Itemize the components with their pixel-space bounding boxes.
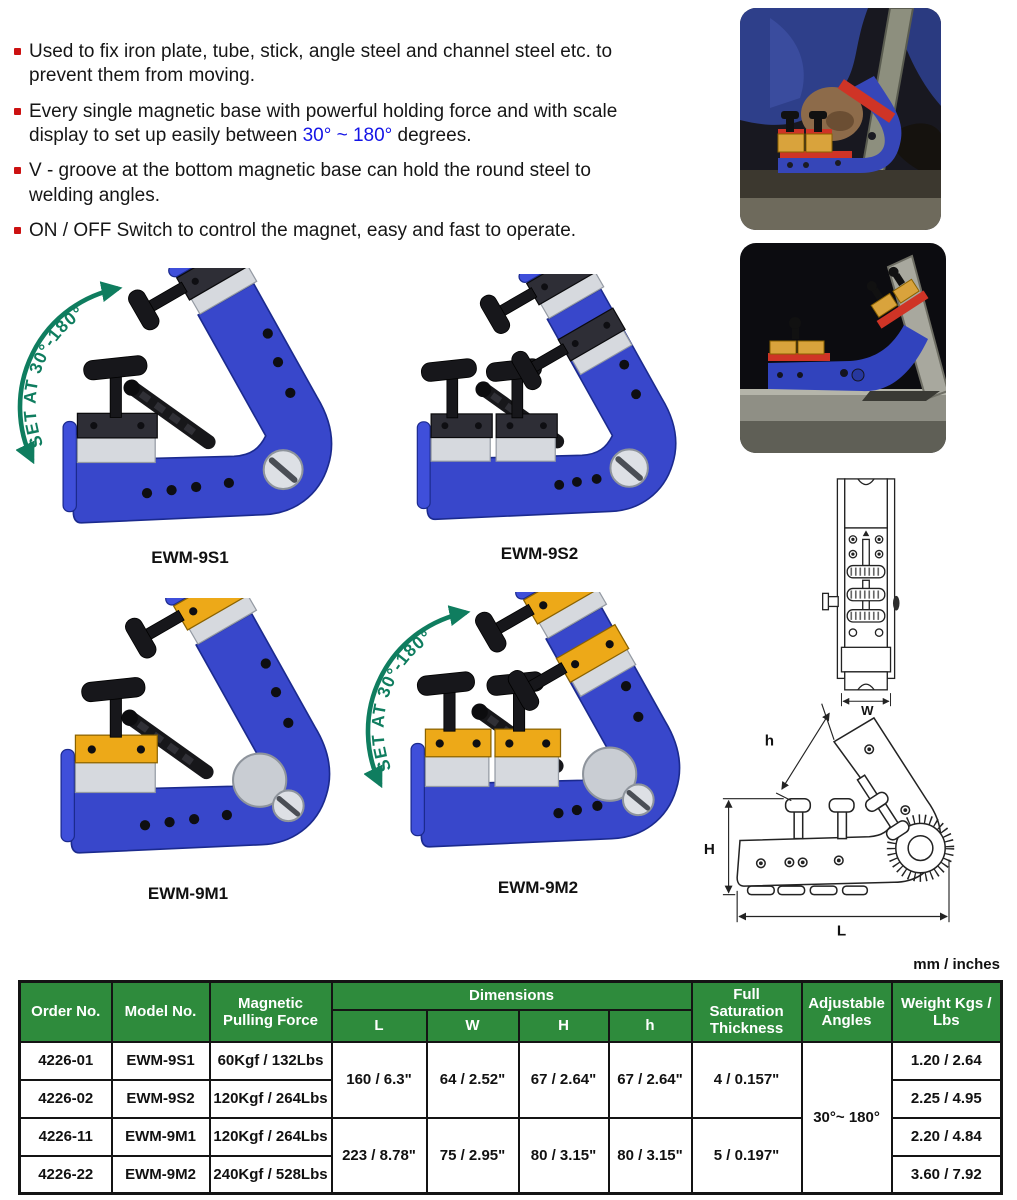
application-photo-clamp-in-use — [740, 8, 941, 230]
dim-w-cell: 75 / 2.95" — [427, 1118, 519, 1194]
weight-cell: 2.25 / 4.95 — [892, 1080, 1002, 1118]
header-dim-h-lower: h — [609, 1010, 692, 1042]
force-cell: 60Kgf / 132Lbs — [210, 1042, 332, 1080]
product-block-ewm-9s2 — [372, 274, 707, 564]
order-cell: 4226-01 — [20, 1042, 112, 1080]
feature-text — [29, 100, 677, 149]
photo-illustration — [740, 243, 946, 453]
header-dim-h-upper: H — [519, 1010, 609, 1042]
bullet-icon — [14, 108, 21, 115]
side-view-diagram — [702, 684, 1006, 940]
dim-h-upper-cell: 67 / 2.64" — [519, 1042, 609, 1118]
product-illustration-ewm-9s2 — [372, 274, 707, 542]
model-cell: EWM-9M1 — [112, 1118, 210, 1156]
feature-text-part: Every single magnetic base with powerful holding force and with scale display to set up easily between — [29, 100, 618, 146]
product-model-label: EWM-9S2 — [500, 544, 579, 563]
dimension-label-h-upper: H — [703, 840, 715, 858]
set-angle-arrow-label: SET AT 30°-180° — [19, 301, 88, 451]
dimension-label-l: L — [836, 922, 847, 940]
header-order-no: Order No. — [20, 982, 112, 1042]
force-cell: 240Kgf / 528Lbs — [210, 1156, 332, 1194]
thickness-cell: 5 / 0.197" — [692, 1118, 802, 1194]
front-view-drawing — [820, 474, 912, 716]
clamp-body — [427, 289, 676, 520]
product-model-label: EWM-9S1 — [151, 548, 229, 568]
feature-angle-range: 30° ~ 180° — [302, 124, 393, 146]
feature-list — [14, 40, 686, 254]
photo-illustration — [740, 8, 941, 230]
unit-note: mm / inches — [913, 956, 1000, 973]
header-weight: Weight Kgs / Lbs — [892, 982, 1002, 1042]
weight-cell: 2.20 / 4.84 — [892, 1118, 1002, 1156]
feature-item — [14, 159, 686, 208]
force-cell: 120Kgf / 264Lbs — [210, 1118, 332, 1156]
product-illustration-ewm-9m1 — [14, 598, 362, 876]
dimension-label-w: W — [861, 703, 874, 716]
product-block-ewm-9m1 — [14, 598, 362, 904]
header-row — [20, 982, 1002, 1010]
front-view-diagram — [820, 474, 912, 714]
order-cell: 4226-11 — [20, 1118, 112, 1156]
feature-text: Used to fix iron plate, tube, stick, angle steel and channel steel etc. to prevent them from moving. — [29, 41, 613, 87]
feature-item — [14, 219, 686, 243]
table-row — [20, 1042, 1002, 1080]
clamp-body — [421, 607, 679, 846]
dim-h-upper-cell: 80 / 3.15" — [519, 1118, 609, 1194]
product-model-label: EWM-9M1 — [147, 884, 229, 904]
angles-cell: 30°~ 180° — [802, 1042, 892, 1194]
order-cell: 4226-22 — [20, 1156, 112, 1194]
feature-text-part: degrees. — [392, 124, 472, 146]
header-dim-l: L — [332, 1010, 427, 1042]
application-photo-angle-setup — [740, 243, 946, 453]
feature-item — [14, 100, 686, 149]
header-dim-w: W — [427, 1010, 519, 1042]
header-pulling-force: Magnetic Pulling Force — [210, 982, 332, 1042]
model-cell: EWM-9S2 — [112, 1080, 210, 1118]
dim-l-cell: 160 / 6.3" — [332, 1042, 427, 1118]
weight-cell: 3.60 / 7.92 — [892, 1156, 1002, 1194]
feature-text: ON / OFF Switch to control the magnet, easy and fast to operate. — [29, 219, 577, 241]
dim-w-cell: 64 / 2.52" — [427, 1042, 519, 1118]
header-dimensions: Dimensions — [332, 982, 692, 1010]
product-illustration-ewm-9s1 — [16, 268, 364, 546]
bullet-icon — [14, 227, 21, 234]
header-angles: Adjustable Angles — [802, 982, 892, 1042]
product-illustration-ewm-9m2 — [364, 592, 712, 870]
side-view-drawing — [702, 684, 1006, 940]
model-cell: EWM-9M2 — [112, 1156, 210, 1194]
feature-text: V - groove at the bottom magnetic base can hold the round steel to welding angles. — [29, 160, 591, 206]
model-cell: EWM-9S1 — [112, 1042, 210, 1080]
dim-l-cell: 223 / 8.78" — [332, 1118, 427, 1194]
dim-h-lower-cell: 67 / 2.64" — [609, 1042, 692, 1118]
header-thickness: Full Saturation Thickness — [692, 982, 802, 1042]
force-cell: 120Kgf / 264Lbs — [210, 1080, 332, 1118]
product-block-ewm-9m2 — [364, 592, 712, 898]
set-angle-arrow-label: SET AT 30°-180° — [367, 625, 436, 775]
order-cell: 4226-02 — [20, 1080, 112, 1118]
product-block-ewm-9s1 — [16, 268, 364, 568]
feature-item — [14, 40, 686, 89]
bullet-icon — [14, 48, 21, 55]
bullet-icon — [14, 167, 21, 174]
product-model-label: EWM-9M2 — [497, 878, 579, 898]
thickness-cell: 4 / 0.157" — [692, 1042, 802, 1118]
weight-cell: 1.20 / 2.64 — [892, 1042, 1002, 1080]
header-model-no: Model No. — [112, 982, 210, 1042]
spec-table — [18, 980, 1003, 1195]
dim-h-lower-cell: 80 / 3.15" — [609, 1118, 692, 1194]
dimension-label-h-lower: h — [764, 732, 774, 750]
